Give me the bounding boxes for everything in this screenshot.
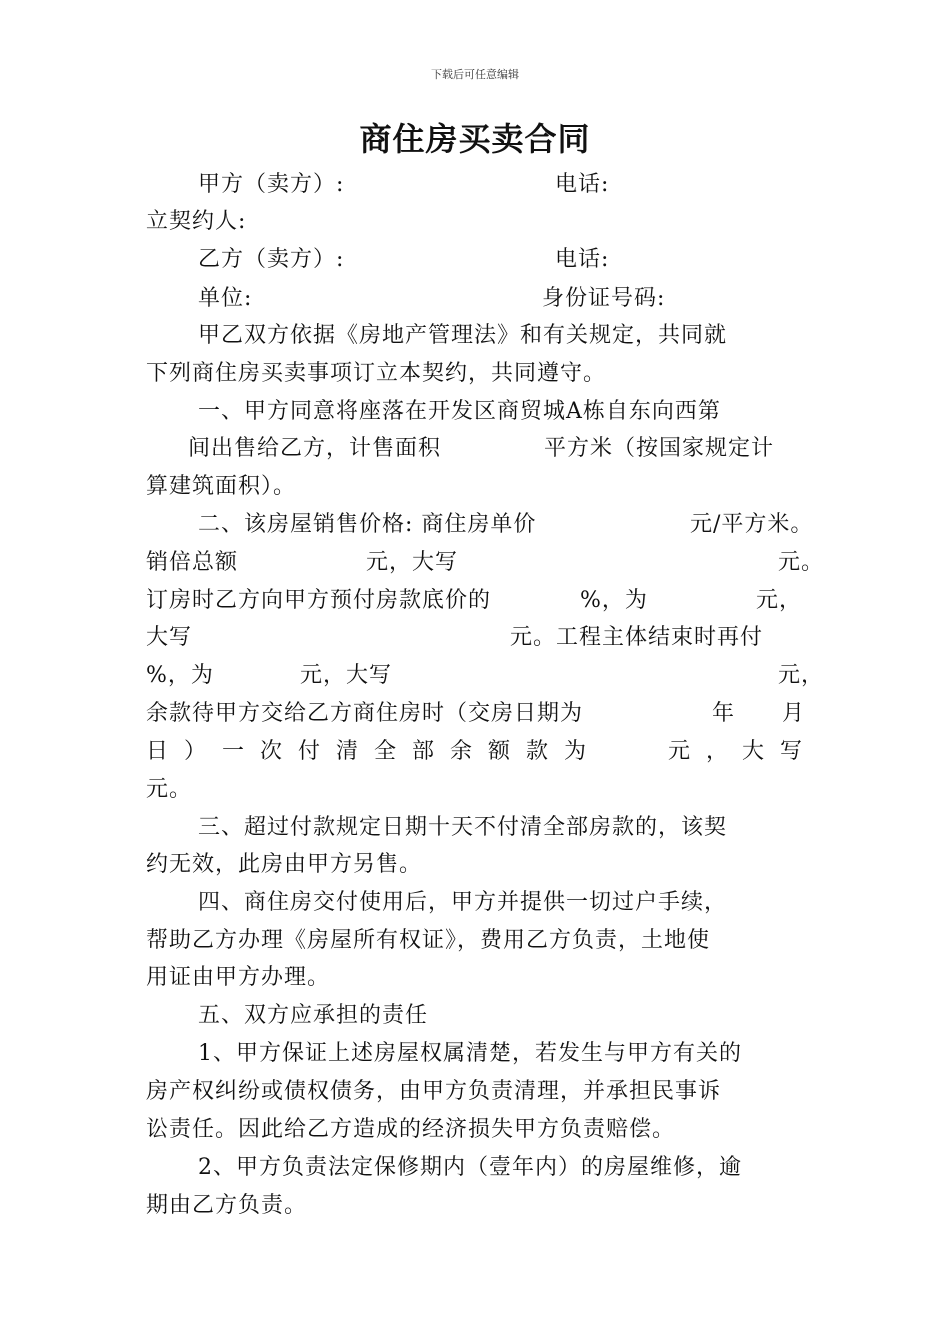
clause-2-line: 元。 [146,777,193,802]
clause-1-line: 平方米（按国家规定计 [544,436,775,461]
clause-2-line: 元， [668,739,745,764]
clause-4-line: 四、商住房交付使用后，甲方并提供一切过户手续， [198,890,728,915]
clause-4-line: 用证由甲方办理。 [146,965,331,990]
clause-5-line: 房产权纠纷或债权债务，由甲方负责清理，并承担民事诉 [146,1079,722,1104]
body-line: 下列商住房买卖事项订立本契约，共同遵守。 [146,361,607,386]
clause-5-line: 期由乙方负责。 [146,1193,308,1218]
clause-2-line: 元。 [778,550,825,575]
id-number-label: 身份证号码: [542,286,666,311]
clause-2-line: 元/平方米。 [690,512,814,537]
signatory-label: 立契约人: [146,209,247,234]
clause-2-line: 订房时乙方向甲方预付房款底价的 [146,588,492,613]
clause-2-line: 二、该房屋销售价格: 商住房单价 [198,512,537,537]
clause-2-line: 大写 [146,625,193,650]
party-b-label: 乙方（卖方）: [198,247,345,272]
clause-2-line: 元，大写 [300,663,393,688]
clause-2-line: 大写 [742,739,819,764]
clause-1-line: 一、甲方同意将座落在开发区商贸城A栋自东向西第 [198,399,721,424]
clause-2-line: 销倍总额 [146,550,239,575]
unit-label: 单位: [198,286,253,311]
phone-a-label: 电话: [555,172,610,197]
clause-2-line: 元。工程主体结束时再付 [510,625,764,650]
clause-1-line: 间出售给乙方，计售面积 [188,436,442,461]
header-note: 下载后可任意编辑 [431,68,519,81]
clause-3-line: 三、超过付款规定日期十天不付清全部房款的，该契 [198,815,728,840]
clause-2-line: %，为 [580,588,648,613]
party-a-label: 甲方（卖方）: [198,172,345,197]
clause-2-line: 日）一次付清全部余额款为 [146,739,603,764]
document-title: 商住房买卖合同 [359,120,591,158]
clause-5-line: 1、甲方保证上述房屋权属清楚，若发生与甲方有关的 [198,1041,742,1066]
body-line: 甲乙双方依据《房地产管理法》和有关规定，共同就 [198,323,728,348]
phone-b-label: 电话: [555,247,610,272]
clause-5-line: 讼责任。因此给乙方造成的经济损失甲方负责赔偿。 [146,1117,676,1142]
clause-2-line: 余款待甲方交给乙方商住房时（交房日期为 [146,701,584,726]
clause-2-line: 元， [778,663,825,688]
clause-2-line: %，为 [146,663,214,688]
clause-2-line: 元， [756,588,803,613]
clause-2-line: 元，大写 [366,550,459,575]
clause-2-line: 年 [712,701,736,726]
clause-1-line: 算建筑面积）。 [146,474,297,499]
clause-3-line: 约无效，此房由甲方另售。 [146,852,423,877]
clause-5-line: 2、甲方负责法定保修期内（壹年内）的房屋维修，逾 [198,1155,742,1180]
clause-4-line: 帮助乙方办理《房屋所有权证》，费用乙方负责，土地使 [146,928,711,953]
clause-2-line: 月 [782,701,806,726]
clause-5-heading: 五、双方应承担的责任 [198,1003,429,1028]
